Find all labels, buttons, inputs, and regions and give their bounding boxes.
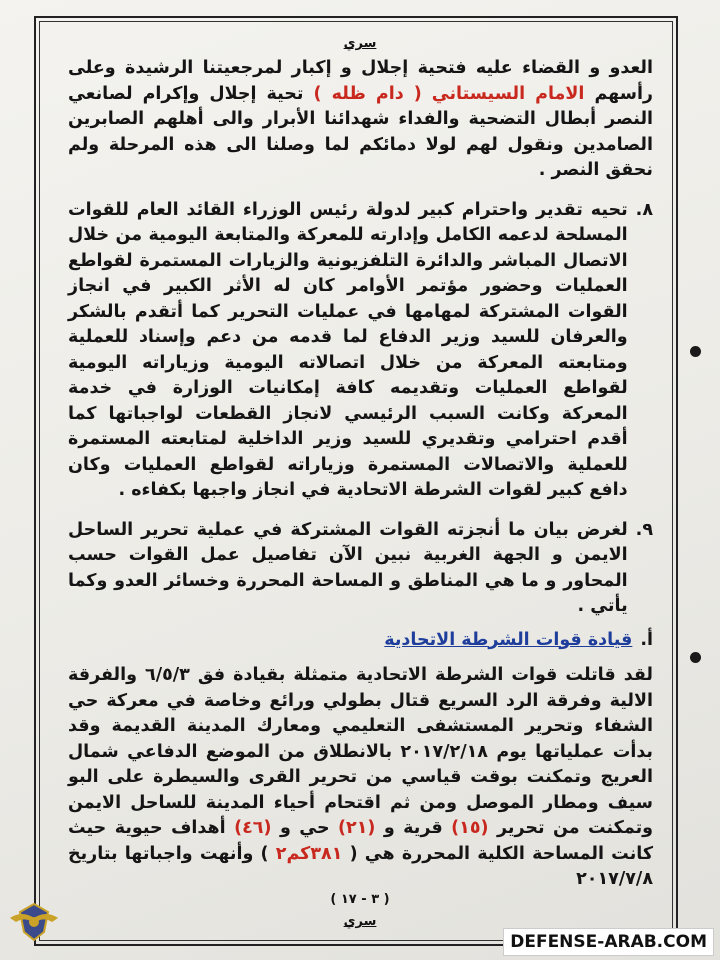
page-number: ( ٣ - ١٧ ): [330, 892, 390, 907]
section-body-start: لقد قاتلت قوات الشرطة الاتحادية متمثلة بقيادة فق ٦/٥/٣ والفرقة الالية وفرقة الرد السريع قتال بطولي ورائع وخاصة في معركة حي الشفاء وتحرير المستشفى التعليمي ومعارك المدينة القديمة وقد بدأت عملياتها يوم ٢٠١٧/٢/١٨ بالانطلاق من الموضع الدفاعي شمال العريج وتمكنت بوقت قياسي من تحرير القرى والسيطرة على البو سيف ومطار الموصل ومن ثم اقتحام أحياء المدينة للساحل الايمن وتمكنت من تحرير: [68, 665, 654, 838]
arab-defense-logo-icon: [4, 898, 64, 952]
section-body-mid: أهداف حيوية حيث كانت المساحة الكلية المحررة هي (: [68, 818, 654, 864]
paragraph-text: لغرض بيان ما أنجزته القوات المشتركة في عملية تحرير الساحل الايمن و الجهة الغربية نبين الآن تفاصيل عمل القوات حسب المحاور و ما هي المناطق و المساحة المحررة وخسائر العدو وكما يأتي .: [68, 519, 628, 616]
neighborhoods-count: (٢١): [338, 818, 376, 838]
paragraph-text: تحيه تقدير واحترام كبير لدولة رئيس الوزراء القائد العام للقوات المسلحة لدعمه الكامل وإدارته للمعركة والمتابعة اليومية من خلال الاتصال المباشر والدائرة التلفزيونية والزيارات المستمرة لقواطع العمليات وحضور مؤتمر الأوامر كان له الأثر الكبير في انجاز القوات المشتركة لمهامها في عمليات التحرير كما أتقدم بالشكر والعرفان للسيد وزير الدفاع لما قدمه من دعم وإسناد للعملية ومتابعته المعركة من خلال اتصالاته اليومية وزياراته اليومية لقواطع العمليات وتقديمه كافة إمكانيات الوزارة في خدمة المعركة وكانت السبب الرئيسي لانجاز القطعات لواجباتها كما أقدم احترامي وتقديري للسيد وزير الداخلية لمتابعته المستمرة للعملية والاتصالات المستمرة وزياراته لقواطع العمليات وكان دافع كبير لقوات الشرطة الاتحادية في انجاز واجبها بكفاءه .: [68, 199, 628, 500]
sistani-highlight: الامام السيستاني ( دام ظله ): [313, 83, 585, 104]
header-classification: سري: [343, 36, 377, 51]
section-body: [68, 663, 653, 893]
section-letter: أ.: [640, 629, 653, 650]
villages-word: قرية و: [383, 818, 443, 838]
paragraph-number: ٩.: [635, 519, 653, 540]
binder-hole: [690, 652, 701, 663]
section-title: قيادة قوات الشرطة الاتحادية: [384, 629, 633, 650]
neighborhoods-word: حي و: [279, 818, 330, 838]
footer-classification: سري: [343, 914, 377, 929]
intro-rest: أبطال التضحية والفداء شهدائنا الأبرار والى أهلهم الصابرين الصامدين ونقول لهم لولا دمائكم لما وصلنا الى هذه المرحلة ولم نحقق النصر .: [68, 109, 653, 180]
targets-count: (٤٦): [234, 818, 272, 838]
section-heading: [68, 628, 653, 654]
site-watermark: DEFENSE-ARAB.COM: [503, 928, 714, 956]
intro-paragraph: [68, 56, 653, 184]
paragraph-9: [68, 518, 653, 620]
binder-hole: [690, 346, 701, 357]
intro-line-2-end: تحية إجلال وإكرام لصانعي النصر: [68, 83, 654, 129]
paragraph-number: ٨.: [635, 199, 653, 220]
intro-line-1: العدو و القضاء عليه فتحية إجلال و إكبار لمرجعيتنا الرشيدة وعلى: [68, 58, 653, 78]
intro-line-2-start: رأسهم: [594, 83, 654, 104]
section-body-end: ) وأنهت واجباتها بتاريخ ٢٠١٧/٧/٨: [68, 843, 653, 889]
liberated-area: ٣٨١كم٢: [275, 843, 343, 864]
document-body: [68, 56, 653, 893]
paragraph-8: [68, 198, 653, 504]
villages-count: (١٥): [451, 818, 489, 838]
